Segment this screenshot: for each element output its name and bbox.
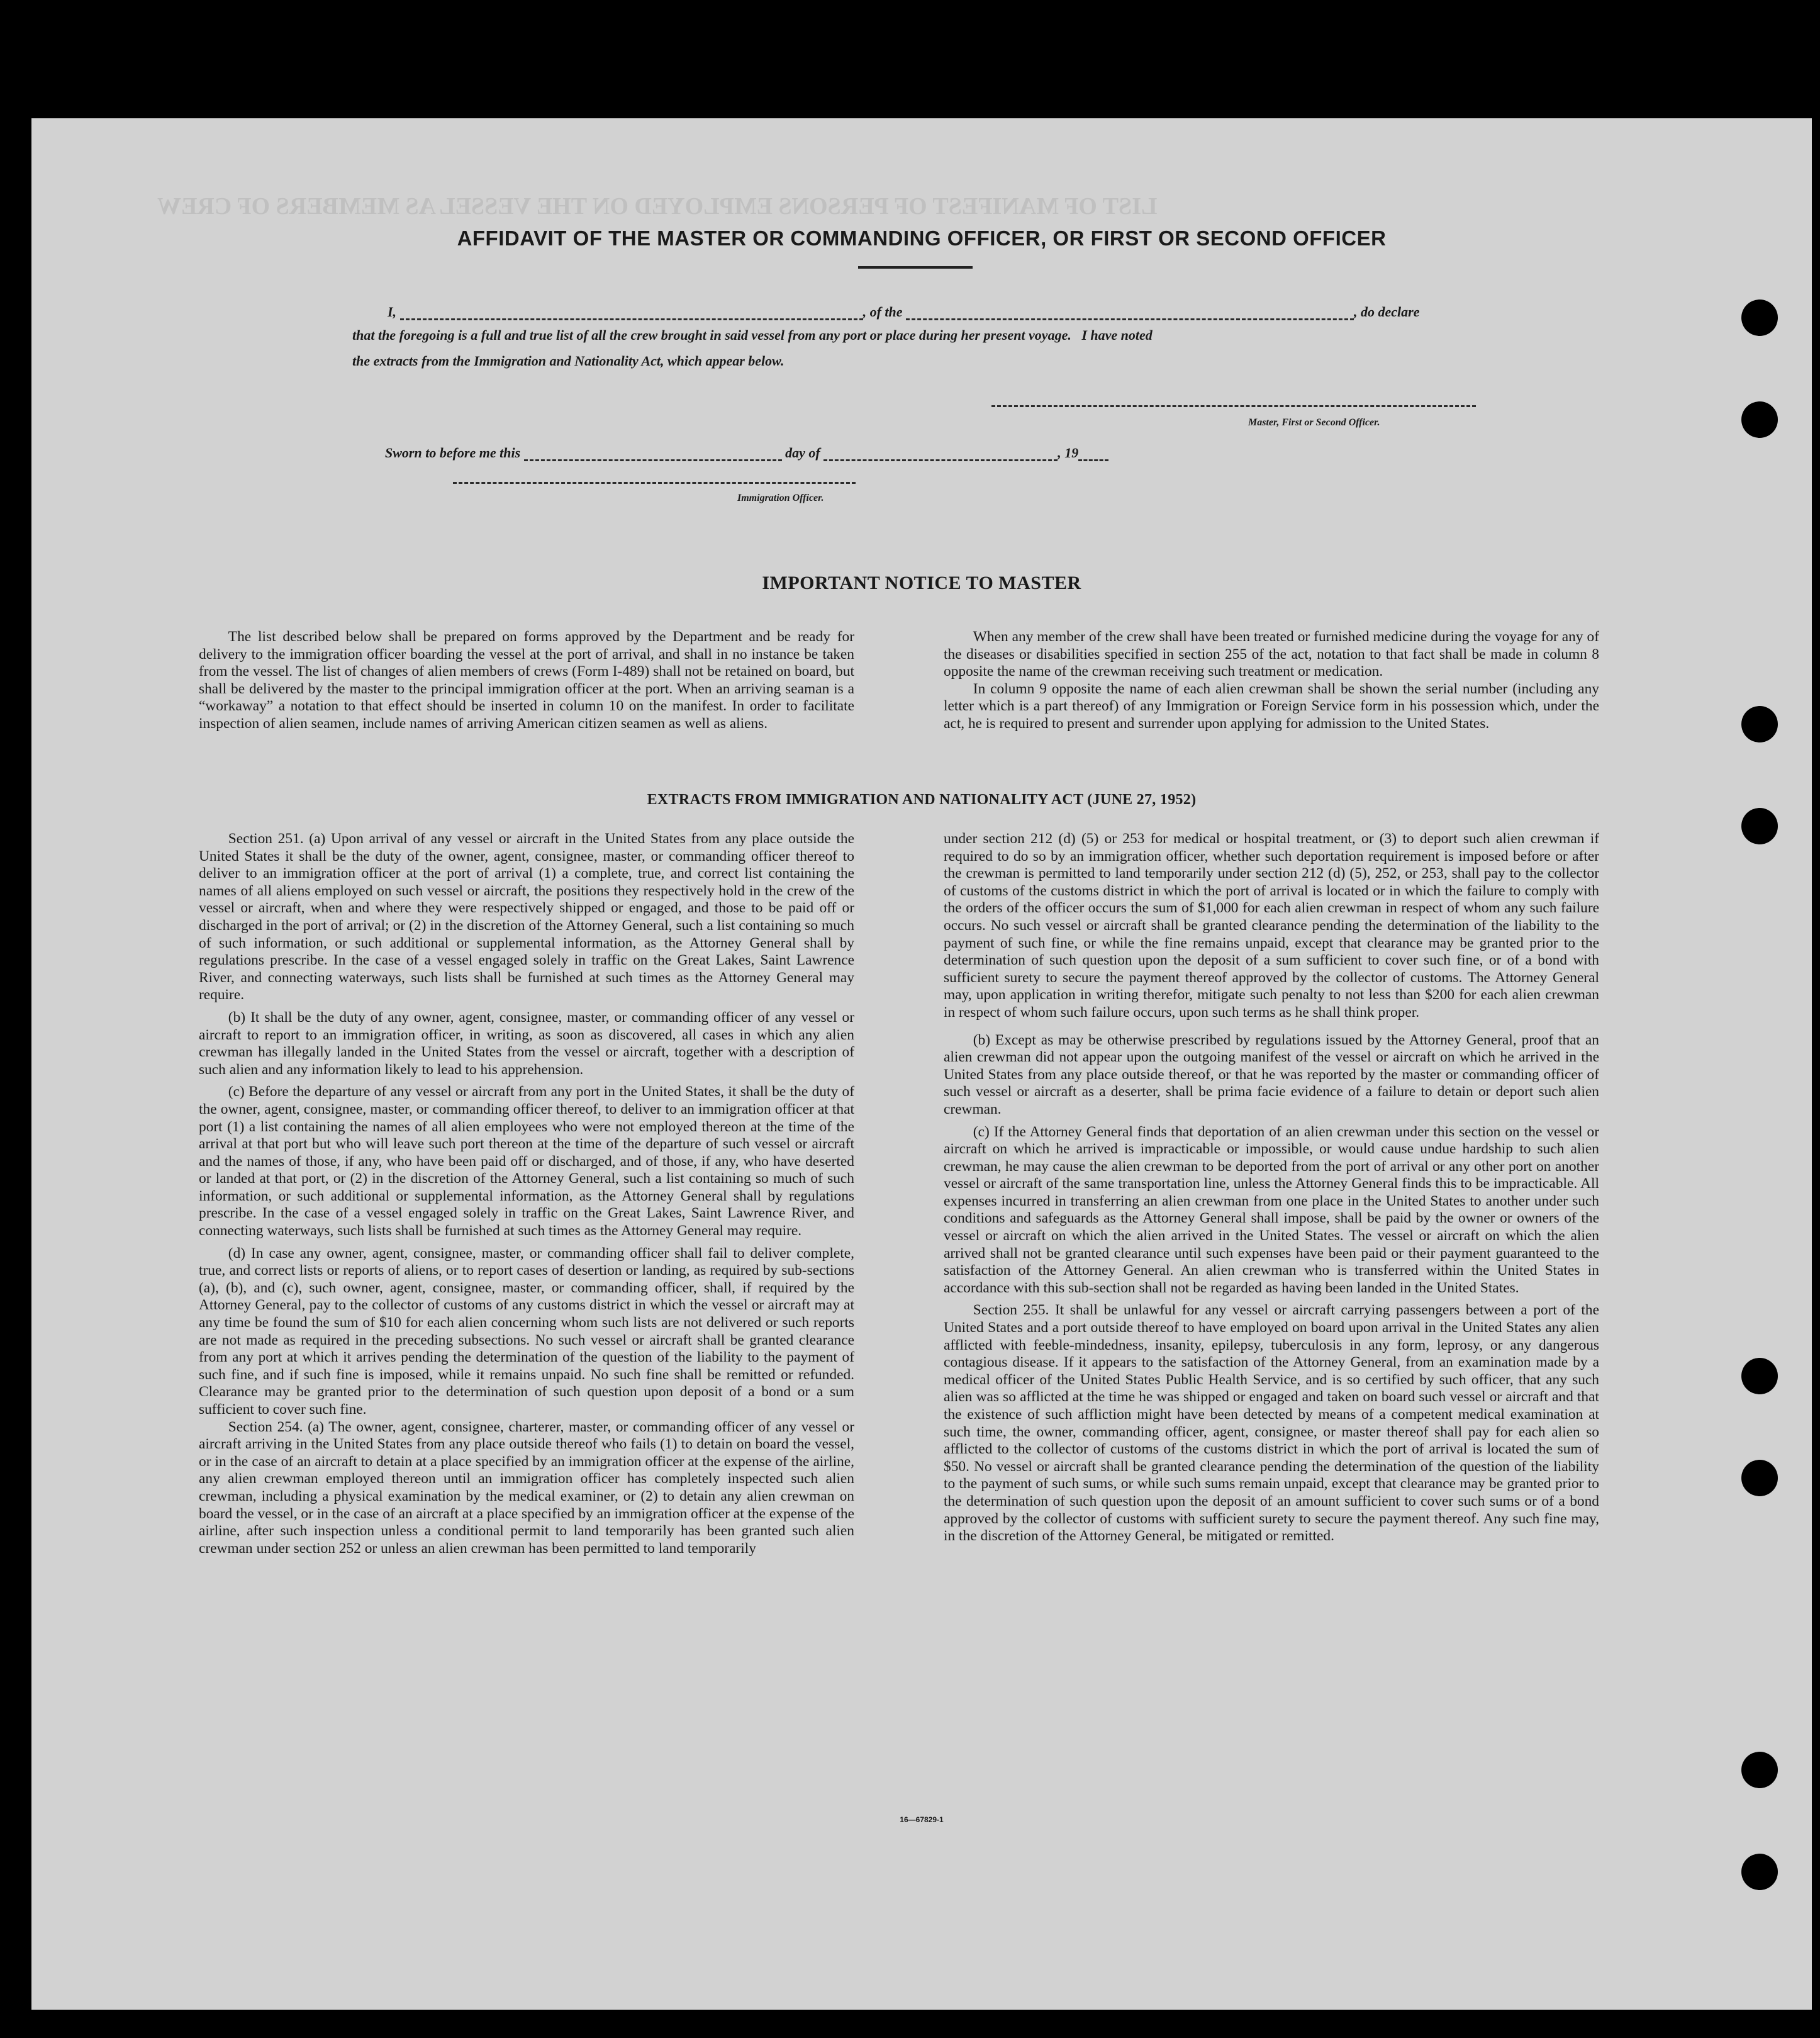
declaration-line-1 bbox=[388, 301, 1419, 320]
notice-left-column bbox=[199, 629, 854, 738]
section-251-d: (d) In case any owner, agent, consignee, master, or commanding officer shall fail to deliver complete, true, and correct lists or reports of aliens, or to report cases of desertion or landing, as required by sub-sections (a), (b), and (c), such owner, agent, consignee, master, or commanding officer, shall, if required by the Attorney General, pay to the collector of customs of any customs district in which the vessel or aircraft may at any time be found the sum of $10 for each alien concerning whom such lists are not delivered or such reports are not made as required in the preceding subsections. No such vessel or aircraft shall be granted clearance from any port at which it arrives pending the determination of the question of the liability to the payment of such fine, and if such fine is imposed, while it remains unpaid. No such fine shall be remitted or refunded. Clearance may be granted prior to the determination of such question upon deposit of a bond or a sum sufficient to cover such fine. bbox=[199, 1245, 854, 1418]
sworn-day-field[interactable] bbox=[524, 442, 782, 461]
master-signature-field[interactable] bbox=[991, 388, 1476, 407]
i-label: I, bbox=[388, 304, 397, 320]
punch-hole bbox=[1741, 706, 1778, 742]
punch-hole bbox=[1741, 1854, 1778, 1890]
form-number: 16—67829-1 bbox=[900, 1815, 944, 1824]
section-255: Section 255. It shall be unlawful for any vessel or aircraft carrying passengers between a port of the United States and a port outside thereof to have employed on board upon arrival in the United States any alien afflicted with feeble-mindedness, insanity, epilepsy, tuberculosis in any form, leprosy, or any dangerous contagious disease. If it appears to the satisfaction of the Attorney General, from an examination made by a medical officer of the United States Public Health Service, and is so certified by such officer, that any such alien was so afflicted at the time he was shipped or engaged and taken on board such vessel or aircraft and that the existence of such affliction might have been detected by means of a competent medical examination at such time, the owner, commanding officer, agent, consignee, or master thereof shall pay for each alien so afflicted to the collector of customs of the customs district in which the port of arrival is located the sum of $50. No vessel or aircraft shall be granted clearance pending the determination of the question of the liability to the payment of such sums, or while such sums remain unpaid, except that clearance may be granted prior to the determination of such question upon the deposit of an amount sufficient to cover such sums or of a bond approved by the collector of customs with sufficient surety to secure the payment thereof. Any such fine may, in the discretion of the Attorney General, be mitigated or remitted. bbox=[944, 1302, 1599, 1545]
vessel-name-field[interactable] bbox=[906, 301, 1354, 320]
sworn-year-field[interactable] bbox=[1078, 442, 1108, 461]
affidavit-title: AFFIDAVIT OF THE MASTER OR COMMANDING OFFICER, OR FIRST OR SECOND OFFICER bbox=[457, 227, 1387, 250]
punch-hole bbox=[1741, 1358, 1778, 1394]
title-underline bbox=[858, 266, 973, 269]
day-of-label: day of bbox=[785, 445, 820, 461]
punch-hole bbox=[1741, 1460, 1778, 1496]
extracts-left-column bbox=[199, 831, 854, 1562]
master-signature-label: Master, First or Second Officer. bbox=[1248, 417, 1380, 428]
extracts-title: EXTRACTS FROM IMMIGRATION AND NATIONALITY ACT (JUNE 27, 1952) bbox=[647, 792, 1197, 808]
notice-title: IMPORTANT NOTICE TO MASTER bbox=[762, 573, 1081, 593]
punch-hole bbox=[1741, 401, 1778, 438]
section-251-b: (b) It shall be the duty of any owner, agent, consignee, master, or commanding officer of any vessel or aircraft to report to an immigration officer, in writing, as soon as discovered, all cases in which any alien crewman has illegally landed in the United States from the vessel or aircraft, together with a description of such alien and any information likely to lead to his apprehension. bbox=[199, 1009, 854, 1078]
sworn-month-field[interactable] bbox=[823, 442, 1058, 461]
section-251-c: (c) Before the departure of any vessel or aircraft from any port in the United States, it shall be the duty of the owner, agent, consignee, master, or commanding officer thereof, to deliver to an immigration officer at that port (1) a list containing the names of all alien employees who were not employed thereon at the time of the arrival at that port but who will leave such port thereon at the time of the departure of such vessel or aircraft and the names of those, if any, who have been paid off or discharged, and of those, if any, who have deserted or landed at that port, or (2) in the discretion of the Attorney General, such a list containing so much of such information, or such additional or supplemental information, as the Attorney General shall by regulations prescribe. In the case of a vessel engaged solely in traffic on the Great Lakes, Saint Lawrence River, and connecting waterways, such lists shall be furnished at such times as the Attorney General may require. bbox=[199, 1083, 854, 1240]
sworn-label: Sworn to before me this bbox=[385, 445, 521, 461]
extracts-right-column bbox=[944, 831, 1599, 1550]
year-label: , 19 bbox=[1058, 445, 1079, 461]
notice-paragraph: In column 9 opposite the name of each alien crewman shall be shown the serial number (including any letter which is a part thereof) of any Immigration or Foreign Service form in his possession which, under the act, he is required to present and surrender upon applying for admission to the United States. bbox=[944, 680, 1599, 732]
notice-paragraph: The list described below shall be prepared on forms approved by the Department and be ready for delivery to the immigration officer boarding the vessel at the port of arrival, and shall in no instance be taken from the vessel. The list of changes of alien members of crews (Form I-489) shall not be retained on board, but shall be delivered by the master to the principal immigration officer at the port. When an arriving seaman is a “workaway” a notation to that effect should be inserted in column 10 on the manifest. In order to facilitate inspection of alien seamen, include names of arriving American citizen seamen as well as aliens. bbox=[199, 629, 854, 732]
punch-hole bbox=[1741, 808, 1778, 844]
section-254-a-cont: under section 212 (d) (5) or 253 for medical or hospital treatment, or (3) to deport such alien crewman if required to do so by an immigration officer, whether such deportation requirement is imposed before or after the crewman is permitted to land temporarily under section 212 (d) (5), 252, or 253, shall pay to the collector of customs of the customs district in which the port of arrival is located or in which the failure to comply with the orders of the officer occurs the sum of $1,000 for each alien crewman in respect of whom any such failure occurs. No such vessel or aircraft shall be granted clearance pending the determination of the liability to the payment of such fine, or while the fine remains unpaid, except that clearance may be granted prior to the determination of such question upon the deposit of a sum sufficient to cover such fine, or of a bond with sufficient surety to secure the payment thereof approved by the collector of customs. The Attorney General may, upon application in writing therefor, mitigate such penalty to not less than $200 for each alien crewman in respect of whom such failure occurs, upon such terms as he shall think proper. bbox=[944, 831, 1599, 1021]
declaration-line-3: the extracts from the Immigration and Nationality Act, which appear below. bbox=[352, 353, 784, 369]
sworn-line bbox=[385, 442, 1108, 461]
master-name-field[interactable] bbox=[400, 301, 863, 320]
notice-right-column bbox=[944, 629, 1599, 738]
immigration-officer-label: Immigration Officer. bbox=[737, 493, 824, 503]
section-254-a: Section 254. (a) The owner, agent, consignee, charterer, master, or commanding officer of any vessel or aircraft arriving in the United States from any place outside thereof who fails (1) to detain on board the vessel, or in the case of an aircraft to detain at a place specified by an immigration officer at the expense of the airline, any alien crewman employed thereon until an immigration officer has completely inspected such alien crewman, including a physical examination by the medical examiner, or (2) to detain any alien crewman on board the vessel, or in the case of an aircraft at a place specified by an immigration officer at the expense of the airline, after such inspection unless a conditional permit to land temporarily has been granted such alien crewman under section 252 or unless an alien crewman has been permitted to land temporarily bbox=[199, 1418, 854, 1557]
section-251-a: Section 251. (a) Upon arrival of any vessel or aircraft in the United States from any place outside the United States it shall be the duty of the owner, agent, consignee, master, or commanding officer thereof to deliver to an immigration officer at the port of arrival (1) a complete, true, and correct list containing the names of all aliens employed on such vessel or aircraft, the positions they respectively hold in the crew of the vessel or aircraft, when and where they were respectively shipped or engaged, and those to be paid off or discharged in the port of arrival; or (2) in the discretion of the Attorney General, such a list containing so much of such information, or such additional or supplemental information, as the Attorney General shall by regulations prescribe. In the case of a vessel engaged solely in traffic on the Great Lakes, Saint Lawrence River, and connecting waterways, such lists shall be furnished at such times as the Attorney General may require. bbox=[199, 831, 854, 1004]
declaration-line-2: that the foregoing is a full and true list of all the crew brought in said vessel from any port or place during her present voyage. I have noted bbox=[352, 327, 1153, 343]
do-declare-label: , do declare bbox=[1354, 304, 1420, 320]
notice-paragraph: When any member of the crew shall have been treated or furnished medicine during the voyage for any of the diseases or disabilities specified in section 255 of the act, notation to that fact shall be made in column 8 opposite the name of the crewman receiving such treatment or medication. bbox=[944, 629, 1599, 680]
section-254-c: (c) If the Attorney General finds that deportation of an alien crewman under this section on the vessel or aircraft on which he arrived is impracticable or impossible, or would cause undue hardship to such alien crewman, he may cause the alien crewman to be deported from the port of arrival or any other port on another vessel or aircraft of the same transportation line, unless the Attorney General finds this to be impracticable. All expenses incurred in transferring an alien crewman from one place in the United States to another under such conditions and safeguards as the Attorney General shall impose, shall be paid by the owner or owners of the vessel or aircraft on which the alien arrived in the United States. The vessel or aircraft on which the alien arrived shall not be granted clearance until such expenses have been paid or their payment guaranteed to the satisfaction of the Attorney General. An alien crewman who is transferred within the United States in accordance with this sub-section shall not be regarded as having been landed in the United States. bbox=[944, 1123, 1599, 1296]
document-page bbox=[31, 118, 1812, 2010]
show-through-text: LIST OF MANIFEST OF PERSONS EMPLOYED ON THE VESSEL AS MEMBERS OF CREW bbox=[157, 193, 1158, 220]
of-the-label: , of the bbox=[863, 304, 903, 320]
punch-hole bbox=[1741, 300, 1778, 336]
immigration-officer-signature-field[interactable] bbox=[453, 464, 856, 484]
punch-hole bbox=[1741, 1752, 1778, 1788]
section-254-b: (b) Except as may be otherwise prescribed by regulations issued by the Attorney General, proof that an alien crewman did not appear upon the outgoing manifest of the vessel or aircraft on which he arrived in the United States from any place outside thereof, or that he was reported by the master or commanding officer of such vessel or aircraft as a deserter, shall be prima facie evidence of a failure to detain or deport such alien crewman. bbox=[944, 1031, 1599, 1117]
